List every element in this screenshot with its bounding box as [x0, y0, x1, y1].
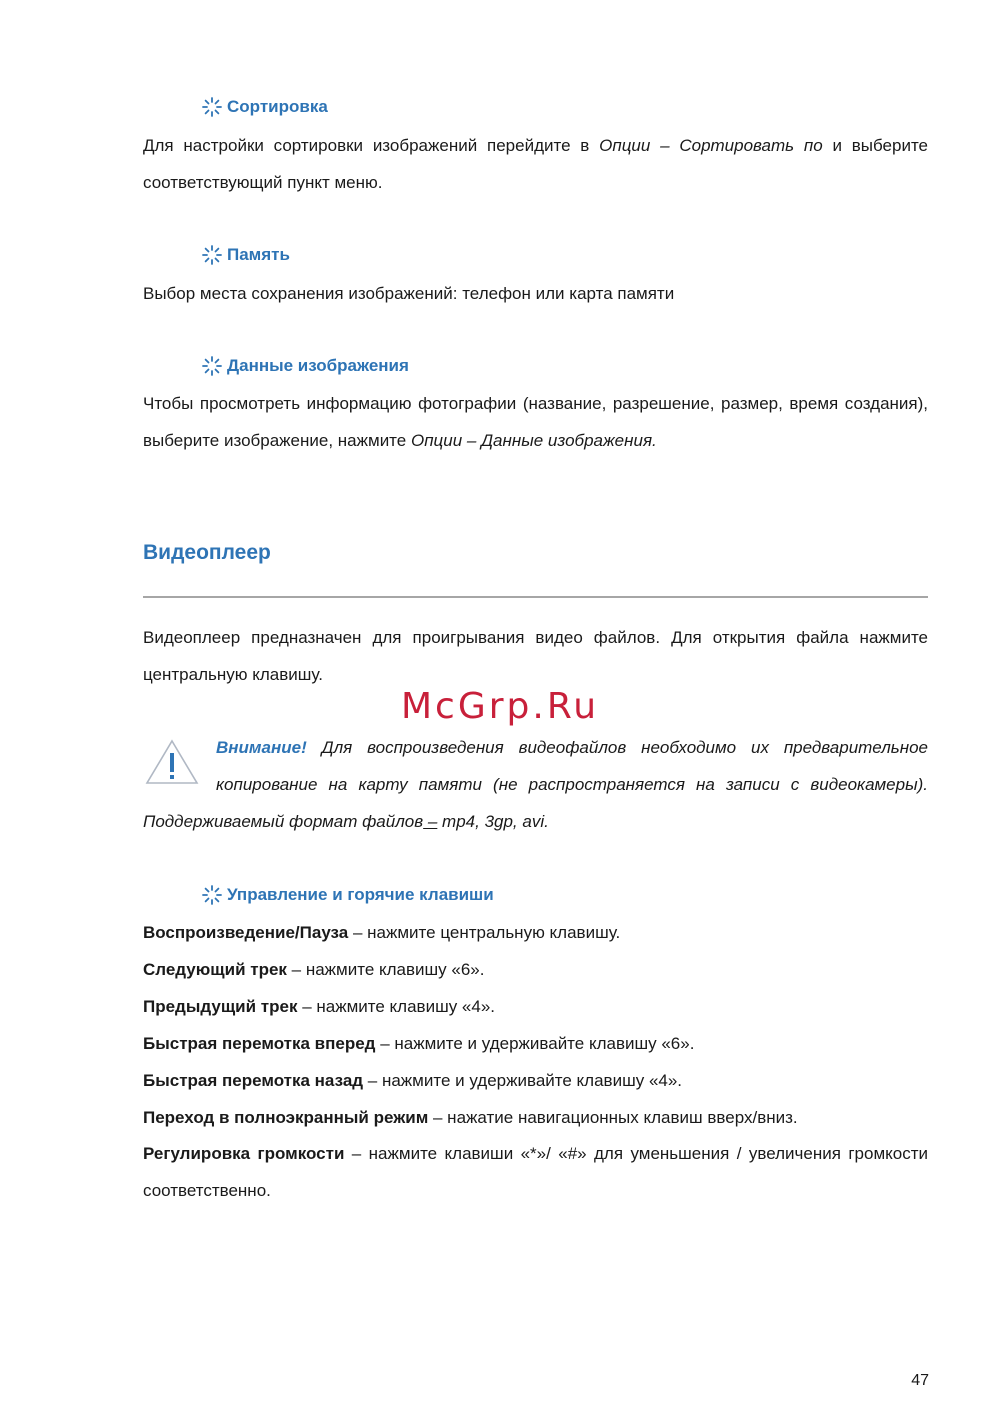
- control-item: Предыдущий трек – нажмите клавишу «4».: [143, 997, 496, 1016]
- spinner-bullet-icon: [201, 244, 223, 266]
- warning-triangle-icon: [144, 738, 200, 786]
- paragraph-memory: Выбор места сохранения изображений: телефон или карта памяти: [143, 284, 675, 303]
- warning-label: Внимание!: [216, 738, 307, 757]
- subheading-sort: [201, 96, 328, 118]
- paragraph-video-intro: Видеоплеер предназначен для проигрывания видео файлов. Для открытия файла нажмите центральную клавишу.: [143, 628, 928, 684]
- control-item: Следующий трек – нажмите клавишу «6».: [143, 960, 485, 979]
- subheading-memory-label: Память: [227, 245, 290, 264]
- subheading-controls-label: Управление и горячие клавиши: [227, 885, 494, 904]
- control-item: Регулировка громкости – нажмите клавиши «*»/ «#» для уменьшения / увеличения громкости соответственно.: [143, 1144, 928, 1200]
- page-number: 47: [911, 1372, 929, 1389]
- spinner-bullet-icon: [201, 96, 223, 118]
- subheading-image-data: [201, 355, 409, 377]
- paragraph-image-data: Чтобы просмотреть информацию фотографии (название, разрешение, размер, время создания), выберите изображение, нажмите Опции – Данные изображения.: [143, 394, 928, 450]
- subheading-image-data-label: Данные изображения: [227, 356, 409, 375]
- warning-formats: mp4, 3gp, avi.: [437, 812, 549, 831]
- control-item: Переход в полноэкранный режим – нажатие навигационных клавиш вверх/вниз.: [143, 1108, 798, 1127]
- warning-line-2: копирование на карту памяти (не распространяется на записи с видеокамеры).: [216, 775, 928, 794]
- subheading-memory: [201, 244, 290, 266]
- heading-divider: [143, 596, 928, 598]
- warning-block: Внимание! Для воспроизведения видеофайлов необходимо их предварительное: [216, 738, 928, 757]
- warning-line-3: Поддерживаемый формат файлов – mp4, 3gp, avi.: [143, 812, 549, 831]
- control-item: Быстрая перемотка вперед – нажмите и удерживайте клавишу «6».: [143, 1034, 695, 1053]
- heading-video-player: Видеоплеер: [143, 541, 271, 564]
- control-item: Быстрая перемотка назад – нажмите и удерживайте клавишу «4».: [143, 1071, 683, 1090]
- control-item: Воспроизведение/Пауза – нажмите центральную клавишу.: [143, 923, 621, 942]
- subheading-controls: [201, 884, 494, 906]
- paragraph-sort: Для настройки сортировки изображений перейдите в Опции – Сортировать по и выберите соответствующий пункт меню.: [143, 136, 929, 192]
- spinner-bullet-icon: [201, 355, 223, 377]
- subheading-sort-label: Сортировка: [227, 97, 328, 116]
- spinner-bullet-icon: [201, 884, 223, 906]
- watermark: McGrp.Ru: [400, 686, 600, 727]
- warning-dash: –: [423, 812, 438, 831]
